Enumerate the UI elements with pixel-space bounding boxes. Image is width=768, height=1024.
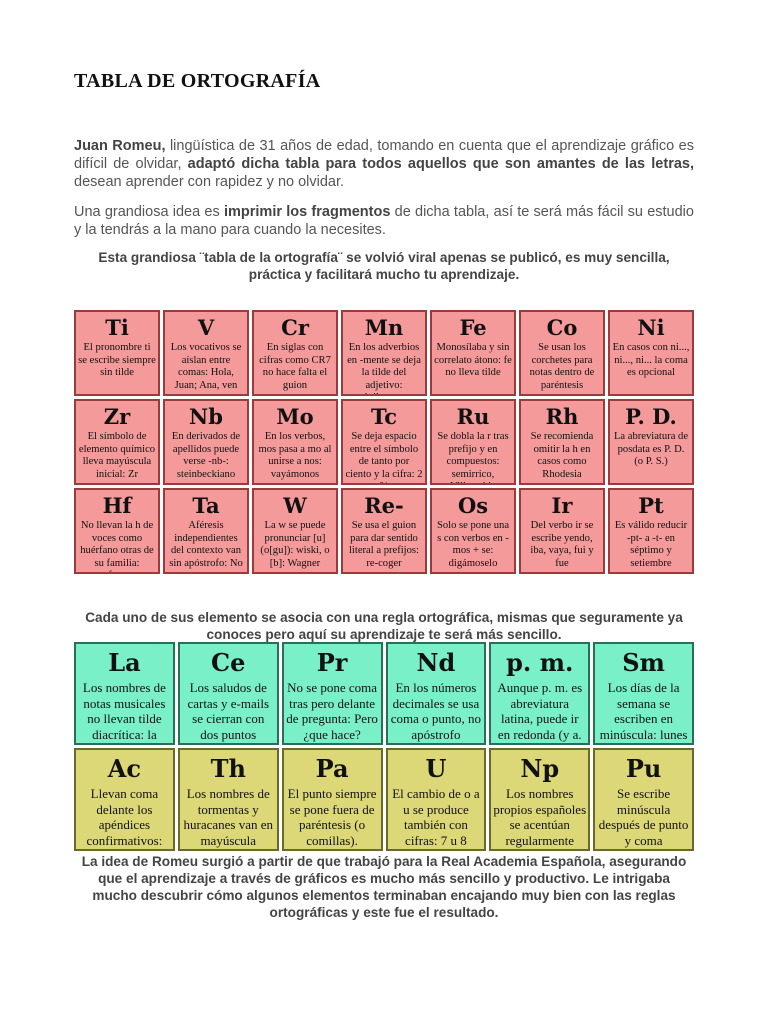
element-cell	[252, 399, 338, 485]
element-symbol: Mo	[276, 404, 314, 429]
element-symbol: U	[425, 754, 447, 783]
element-symbol: W	[283, 493, 307, 518]
element-symbol: Ti	[105, 315, 129, 340]
element-symbol: Pu	[625, 754, 662, 783]
element-symbol: Ce	[211, 648, 246, 677]
element-cell	[74, 399, 160, 485]
element-cell	[519, 399, 605, 485]
element-symbol: Rh	[545, 404, 579, 429]
element-cell	[252, 310, 338, 396]
romeu-origin-note: La idea de Romeu surgió a partir de que trabajó para la Real Academia Española, asegurando que el aprendizaje a través de gráficos es mucho más sencillo y productivo. Le intrigaba mucho descubrir cómo algunos elementos terminaban encajando muy bien con las reglas ortográficas y este fue el resultado.	[81, 854, 687, 920]
print-text-1: Una grandiosa idea es	[74, 204, 224, 220]
intro-paragraph	[74, 137, 694, 191]
element-rule: Llevan coma delante los apéndices confirmativos:	[86, 786, 163, 848]
element-symbol: Pa	[315, 754, 349, 783]
print-bold-text: imprimir los fragmentos	[223, 204, 391, 220]
print-text-2: de dicha tabla, así te será más fácil su estudio y la tendrás a la mano para cuando la necesites.	[74, 204, 694, 238]
element-symbol: Tc	[370, 404, 397, 429]
element-symbol: Nb	[189, 404, 223, 429]
element-symbol: p. m.	[506, 648, 574, 677]
element-symbol: Ir	[551, 493, 573, 518]
element-cell	[163, 399, 249, 485]
spelling-table-green-yellow	[74, 642, 694, 851]
element-cell	[163, 310, 249, 396]
element-cell	[608, 310, 694, 396]
element-rule: En los verbos, mos pasa a mo al unirse a nos: vayámonos	[258, 431, 332, 480]
element-symbol: Th	[210, 754, 246, 783]
page-title: TABLA DE ORTOGRAFÍA	[74, 70, 321, 92]
element-rule: Se usan los corchetes para notas dentro de paréntesis	[529, 342, 595, 391]
element-symbol: Sm	[622, 648, 665, 677]
element-rule: En siglas con cifras como CR7 no hace falta el guion	[259, 342, 331, 391]
element-symbol: Zr	[103, 404, 131, 429]
element-rule: El pronombre ti se escribe siempre sin tilde	[78, 342, 156, 379]
element-symbol: Fe	[459, 315, 487, 340]
element-symbol: Pt	[638, 493, 664, 518]
element-rule: Los vocativos se aíslan entre comas: Hola, Juan; Ana, ven	[170, 342, 242, 391]
element-cell	[519, 310, 605, 396]
element-rule-note: Cada uno de sus elemento se asocia con una regla ortográfica, mismas que seguramente ya conoces pero aquí su aprendizaje te será más sencillo.	[85, 610, 683, 642]
element-cell	[386, 748, 487, 851]
element-cell	[430, 399, 516, 485]
element-rule: Monosílaba y sin correlato átono: fe no lleva tilde	[434, 342, 512, 379]
element-symbol: Co	[546, 315, 578, 340]
element-cell	[386, 642, 487, 745]
element-cell	[74, 642, 175, 745]
element-symbol: Hf	[102, 493, 132, 518]
element-rule: Aunque p. m. es abreviatura latina, puede ir en redonda (y a.	[497, 680, 583, 742]
element-symbol: V	[197, 315, 215, 340]
element-cell	[341, 399, 427, 485]
element-cell	[178, 748, 279, 851]
element-cell	[489, 748, 590, 851]
element-rule: Los nombres de tormentas y huracanes van en mayúscula	[183, 786, 273, 848]
element-rule: Aféresis independientes del contexto van sin apóstrofo: No	[169, 520, 243, 569]
element-rule: Se usa el guion para dar sentido literal a prefijos: re-coger	[348, 520, 419, 569]
intro-text-2: desean aprender con rapidez y no olvidar.	[74, 174, 345, 190]
element-cell	[178, 642, 279, 745]
element-rule: En los adverbios en -mente se deja la tilde del adjetivo:	[347, 342, 421, 391]
print-paragraph	[74, 203, 694, 239]
element-symbol: Ni	[637, 315, 665, 340]
element-symbol: Mn	[364, 315, 404, 340]
element-rule: La w se puede pronunciar [u] (o[gu]): wiski, o [b]: Wagner	[260, 520, 330, 569]
element-symbol: Nd	[416, 648, 456, 677]
element-cell	[430, 310, 516, 396]
spelling-table-red	[74, 310, 694, 574]
element-rule: En los números decimales se usa coma o punto, no apóstrofo	[390, 680, 482, 742]
element-symbol: Re-	[364, 493, 404, 518]
element-cell	[252, 488, 338, 574]
element-rule: El cambio de o a u se produce también con cifras: 7 u 8	[392, 786, 480, 848]
element-rule: Los nombres de notas musicales no llevan tilde diacrítica: la	[82, 680, 166, 742]
element-cell	[608, 399, 694, 485]
element-rule: En derivados de apellidos puede verse -nb-: steinbeckiano	[171, 431, 241, 480]
element-symbol: P. D.	[625, 404, 677, 429]
element-rule: Los días de la semana se escriben en minúscula: lunes	[599, 680, 688, 742]
element-rule: Se dobla la r tras prefijo y en compuestos: semirrico,	[437, 431, 509, 480]
element-cell	[608, 488, 694, 574]
element-cell	[74, 748, 175, 851]
element-cell	[341, 488, 427, 574]
element-cell	[341, 310, 427, 396]
element-cell	[74, 488, 160, 574]
element-symbol: La	[108, 648, 141, 677]
author-name: Juan Romeu,	[74, 138, 166, 154]
element-rule: Solo se pone una s con verbos en -mos + se: digámoselo	[436, 520, 510, 569]
element-cell	[430, 488, 516, 574]
element-rule: En casos con ni..., ni..., ni... la coma es opcional	[612, 342, 690, 379]
element-symbol: Ru	[456, 404, 490, 429]
element-rule: No se pone coma tras pero delante de pregunta: Pero ¿que hace?	[286, 680, 378, 742]
intro-bold-text: adaptó dicha tabla para todos aquellos que son amantes de las letras,	[187, 156, 694, 172]
element-symbol: Pr	[316, 648, 348, 677]
element-symbol: Np	[520, 754, 560, 783]
element-rule: Se recomienda omitir la h en casos como Rhodesia	[530, 431, 594, 480]
element-rule: Es válido reducir -pt- a -t- en séptimo y setiembre	[614, 520, 688, 569]
element-rule: Los saludos de cartas y e-mails se cierran con dos puntos	[187, 680, 270, 742]
element-cell	[489, 642, 590, 745]
element-rule: Se deja espacio entre el símbolo de tanto por ciento y la cifra: 2	[345, 431, 423, 480]
element-rule: El símbolo de elemento químico lleva mayúscula inicial: Zr	[78, 431, 156, 480]
viral-note: Esta grandiosa ¨tabla de la ortografía¨ se volvió viral apenas se publicó, es muy sencilla, práctica y facilitará mucho tu aprendizaje.	[98, 250, 670, 282]
element-rule: El punto siempre se pone fuera de paréntesis (o comillas).	[287, 786, 377, 848]
element-symbol: Os	[457, 493, 489, 518]
element-cell	[74, 310, 160, 396]
element-symbol: Ac	[107, 754, 142, 783]
element-cell	[519, 488, 605, 574]
element-rule: No llevan la h de voces como huérfano otras de su familia:	[80, 520, 154, 569]
element-cell	[593, 748, 694, 851]
intro-text-1: lingüística de 31 años de edad, tomando en cuenta que el aprendizaje gráfico es difícil de olvidar,	[74, 138, 694, 172]
element-cell	[282, 748, 383, 851]
element-cell	[163, 488, 249, 574]
element-rule: Del verbo ir se escribe yendo, iba, vaya, fui y fue	[530, 520, 594, 569]
element-symbol: Cr	[281, 315, 309, 340]
element-symbol: Ta	[192, 493, 220, 518]
element-rule: La abreviatura de posdata es P. D. (o P. S.)	[613, 431, 689, 468]
element-rule: Se escribe minúscula después de punto y coma	[598, 786, 689, 848]
element-cell	[593, 642, 694, 745]
element-rule: Los nombres propios españoles se acentúan regularmente	[493, 786, 587, 848]
element-cell	[282, 642, 383, 745]
